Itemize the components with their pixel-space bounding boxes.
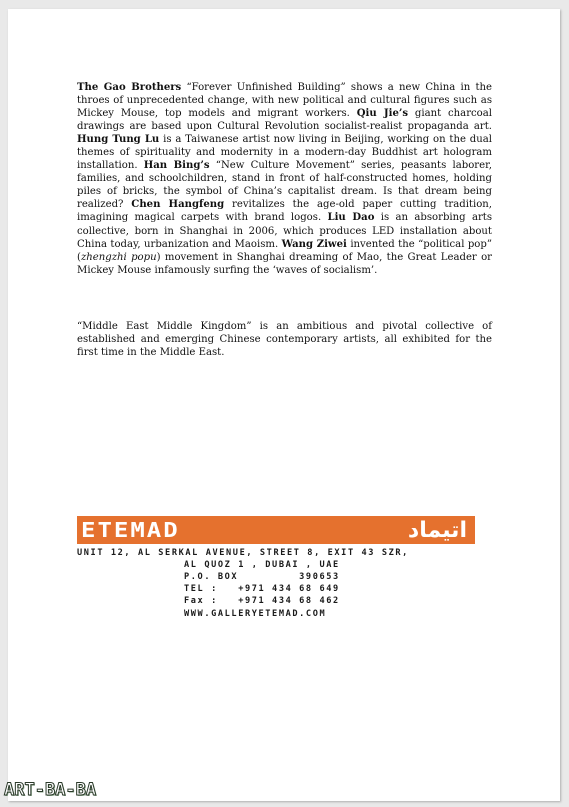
artists-paragraph: The Gao Brothers “Forever Unfinished Building” shows a new China in the throes of unprecedented change, with new political and cultural figures such as Mickey Mouse, top models and migrant workers. Qiu Jie’s giant charcoal drawings are based upon Cultural Revolution socialist-realist propaganda art. Hung Tung Lu is a Taiwanese artist now living in Beijing, working on the dual themes of spirituality and modernity in a modern-day Buddhist art hologram installation. Han Bing’s “New Culture Movement” series, peasants laborer, families, and schoolchildren, stand in front of half-constructed homes, holding piles of bricks, the symbol of China’s capitalist dream. Is that dream being realized? Chen Hangfeng revitalizes the age-old paper cutting tradition, imagining magical carpets with brand logos. Liu Dao is an absorbing arts collective, born in Shanghai in 2006, which produces LED installation about China today, urbanization and Maoism. Wang Ziwei invented the “political pop” (zhengzhi popu) movement in Shanghai dreaming of Mao, the Great Leader or Mickey Mouse infamously surfing the ‘waves of socialism’. [77,82,493,276]
italic-term: zhengzhi popu [80,251,157,263]
po-box: P.O. BOX 390653 [184,572,340,582]
exhibition-paragraph: “Middle East Middle Kingdom” is an ambitious and pivotal collective of established and emerging Chinese contemporary artists, all exhibited for the first time in the Middle East. [77,321,492,359]
artist-name: Qiu Jie’s [356,108,409,120]
artist-name: Hung Tung Lu [77,134,160,146]
telephone: TEL : +971 434 68 649 [184,584,340,594]
address-line: UNIT 12, AL SERKAL AVENUE, STREET 8, EXIT 43 SZR, [77,548,409,558]
etemad-logo [77,516,475,544]
fax: Fax : +971 434 68 462 [184,596,340,606]
artist-name: Liu Dao [327,212,375,224]
document-page [8,9,560,801]
website: WWW.GALLERYETEMAD.COM [184,609,327,619]
logo-latin-text: ETEMAD [81,518,180,542]
address-line: AL QUOZ 1 , DUBAI , UAE [184,560,340,570]
artist-name: Han Bing’s [143,160,210,172]
artist-name: Chen Hangfeng [131,199,225,211]
artist-name: Wang Ziwei [281,238,347,250]
logo-arabic-text: اتيماد [407,517,467,543]
watermark: ART-BA-BA [4,780,97,800]
artist-name: The Gao Brothers [77,82,182,93]
